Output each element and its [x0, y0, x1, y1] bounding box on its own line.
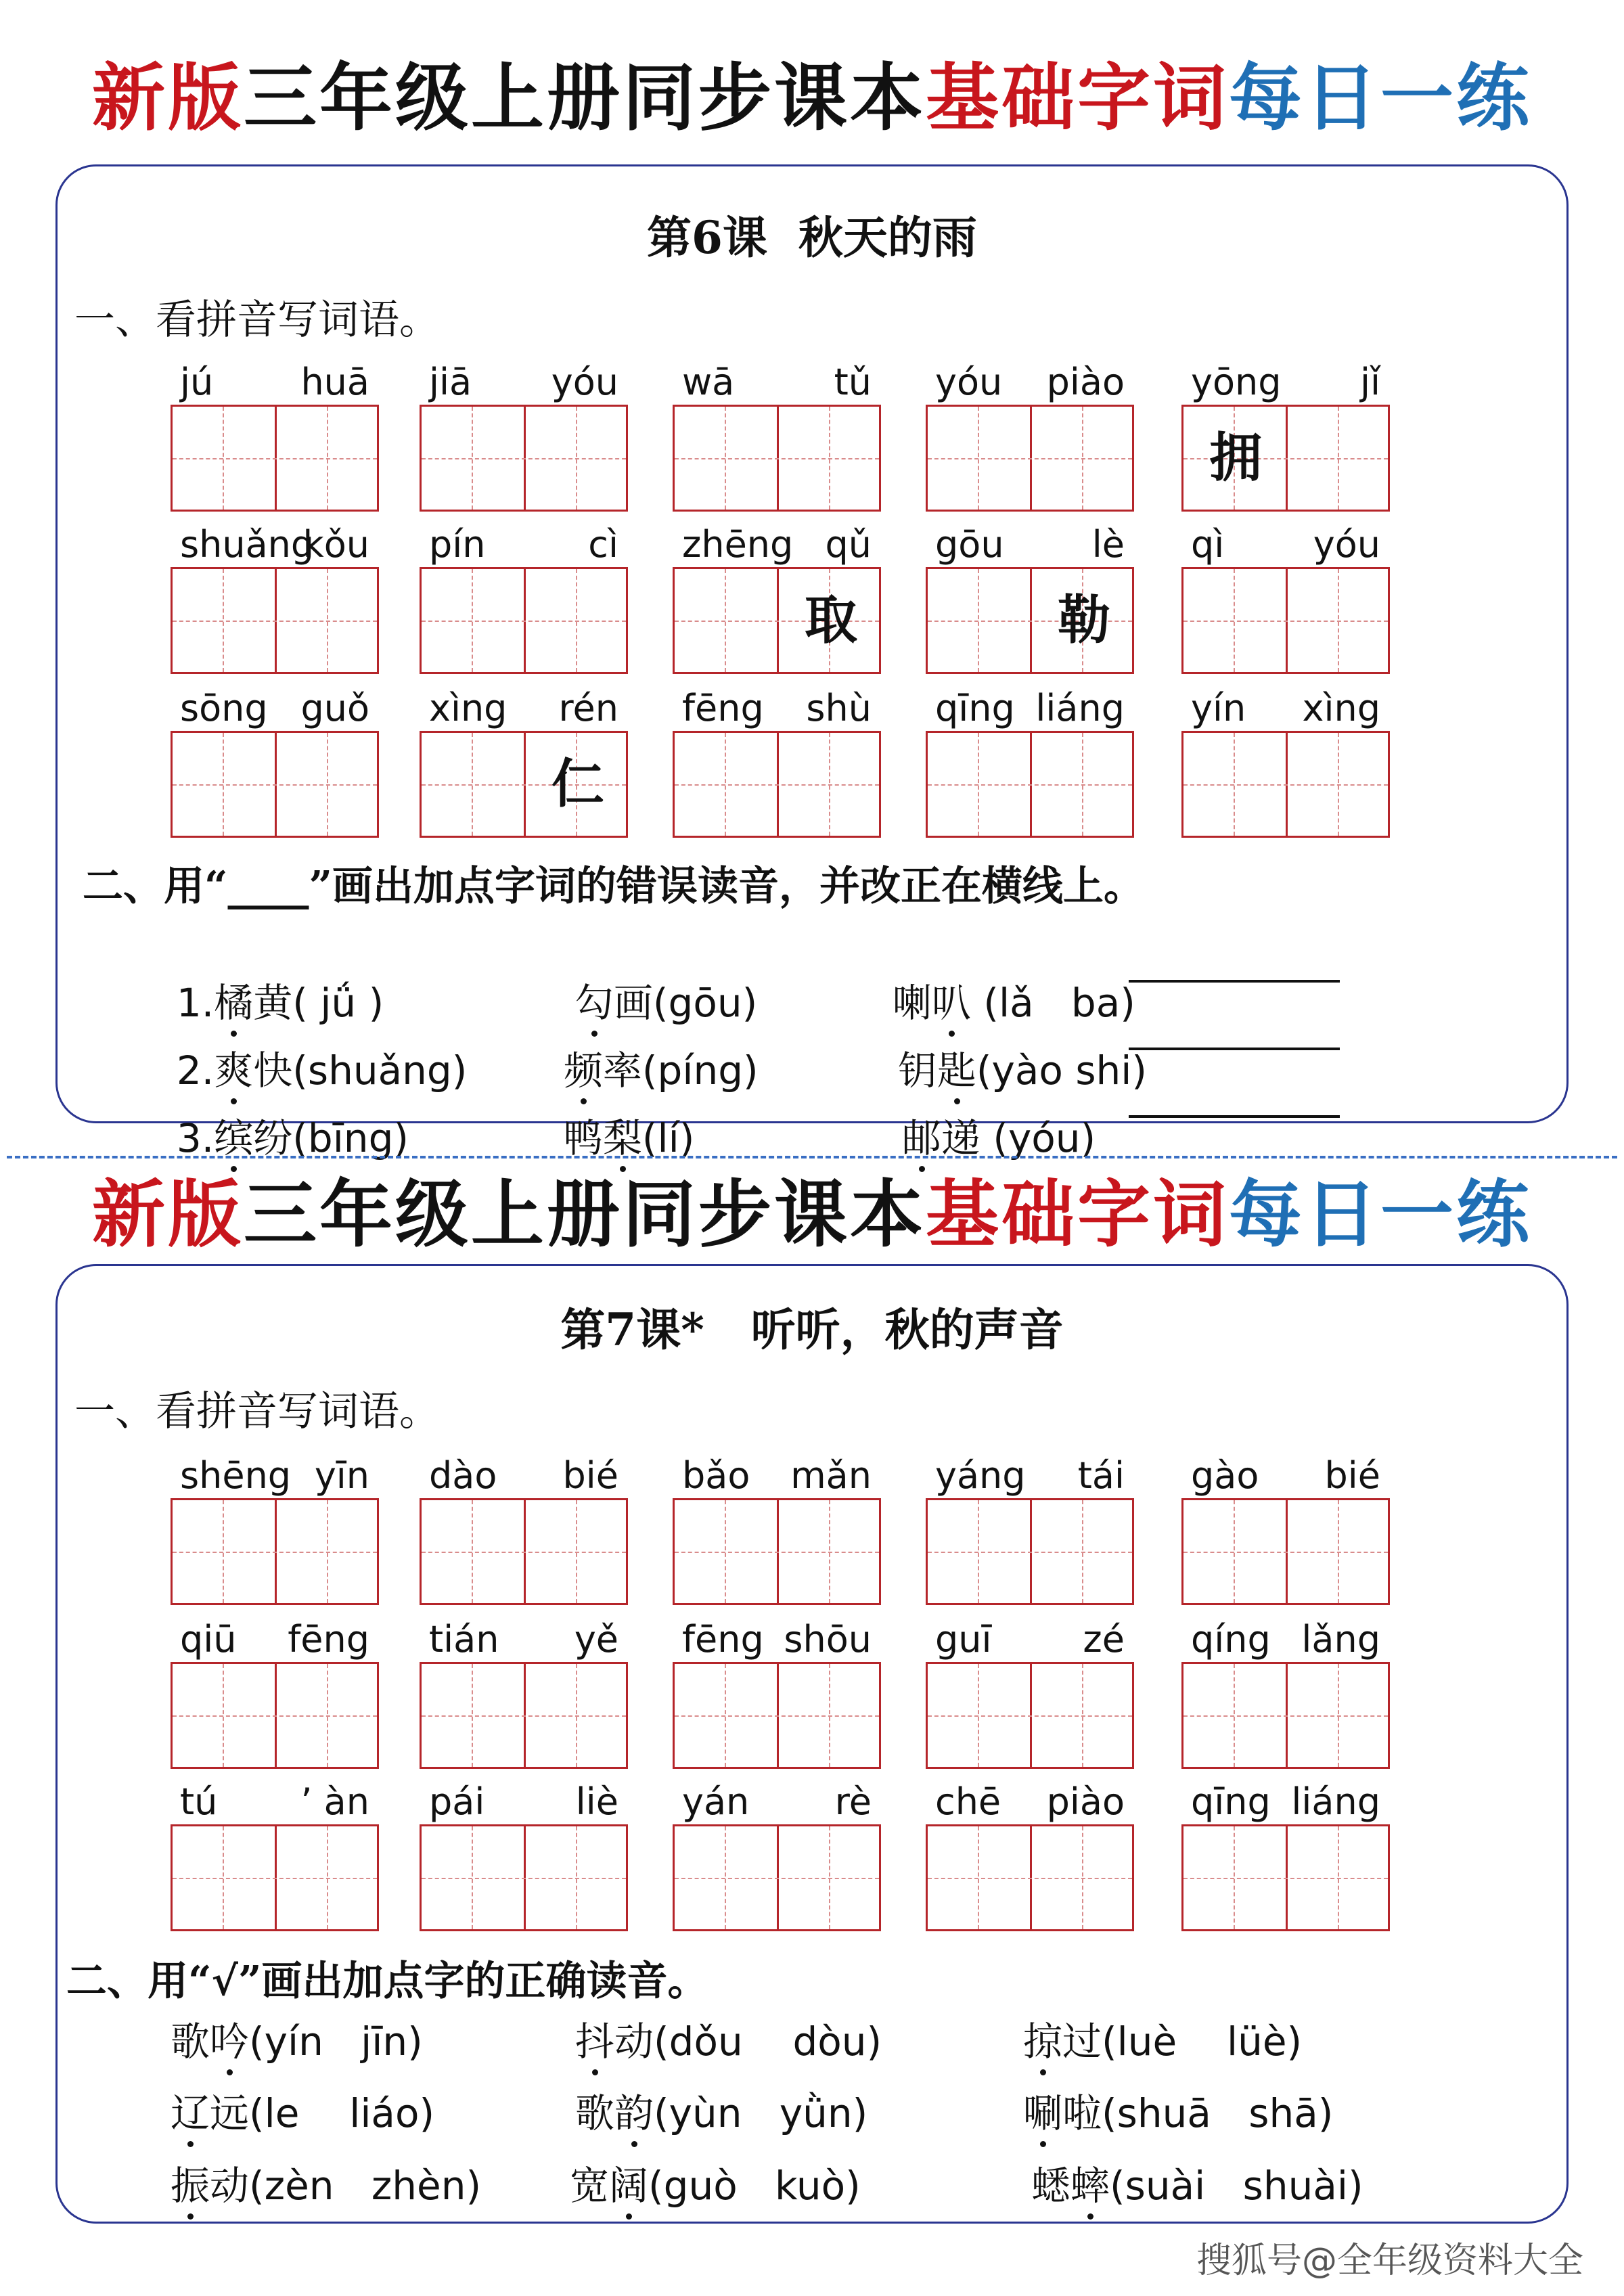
- given-character: 拥: [1209, 427, 1262, 489]
- pinyin-label: zé: [1083, 1618, 1125, 1661]
- writing-box-pair[interactable]: [171, 1662, 379, 1769]
- watermark-footer: 搜狐号@全年级资料大全: [1196, 2241, 1583, 2281]
- grid-guide-line: [675, 1552, 879, 1553]
- banner-part-basic: 基础字词: [926, 55, 1230, 141]
- banner-part-daily: 每日一练: [1229, 55, 1533, 141]
- pinyin-label: lè: [1091, 523, 1125, 566]
- lesson6-title: 第6课 秋天的雨: [647, 211, 977, 264]
- grid-guide-line: [829, 1664, 830, 1767]
- lesson6-question: 3.缤纷(bīng): [152, 1057, 409, 1165]
- pinyin-label: yě: [574, 1618, 618, 1661]
- lesson7-question: 歌吟(yín jīn): [171, 2014, 423, 2069]
- pinyin-label: yóu: [1313, 523, 1380, 566]
- given-character: [779, 733, 883, 836]
- grid-guide-line: [978, 1500, 979, 1603]
- banner-part-grade: 三年级上册同步课本: [243, 1172, 926, 1257]
- lesson6-question: 勾画(gōu): [549, 922, 757, 1030]
- pinyin-label: qǔ: [825, 523, 872, 566]
- writing-box-pair[interactable]: [926, 405, 1134, 512]
- given-character: 勒: [1057, 589, 1110, 651]
- pinyin-label: shuǎng: [180, 523, 315, 566]
- pinyin-label: qīng: [935, 687, 1015, 729]
- pinyin-label: gōu: [935, 523, 1004, 566]
- given-character: [422, 407, 526, 510]
- pinyin-label: dào: [429, 1454, 497, 1497]
- banner-part-basic: 基础字词: [926, 1172, 1230, 1257]
- grid-guide-line: [1183, 1878, 1388, 1879]
- given-character: [928, 733, 1032, 836]
- lesson6-section2-heading: 二、用“____”画出加点字词的错误读音，并改正在横线上。: [83, 863, 1145, 910]
- pinyin-label: cì: [588, 523, 618, 566]
- answer-blank[interactable]: [1129, 980, 1340, 983]
- pinyin-label: qiū: [180, 1618, 237, 1661]
- writing-box-pair[interactable]: [420, 405, 628, 512]
- pinyin-label: yán: [682, 1780, 750, 1823]
- grid-guide-line: [1082, 1826, 1083, 1929]
- writing-box-pair[interactable]: [420, 1498, 628, 1605]
- lesson6-question: 邮递 (yóu): [877, 1057, 1096, 1165]
- banner-part-new: 新版: [91, 55, 244, 141]
- pinyin-label: jiā: [429, 361, 472, 403]
- writing-box-pair[interactable]: [171, 405, 379, 512]
- lesson6-section1-heading: 一、看拼音写词语。: [74, 296, 440, 344]
- lesson7-question: 唰啦(shuā shā): [1023, 2086, 1333, 2140]
- given-character: [277, 407, 381, 510]
- writing-box-pair[interactable]: [420, 1662, 628, 1769]
- writing-box-pair[interactable]: [171, 1824, 379, 1931]
- lesson6-question: 钥匙(yào shi): [873, 989, 1147, 1098]
- given-character: [173, 733, 277, 836]
- pinyin-label: jǐ: [1359, 361, 1380, 403]
- grid-guide-line: [1082, 1500, 1083, 1603]
- given-character: [1288, 733, 1392, 836]
- given-character: [1032, 407, 1136, 510]
- grid-guide-line: [675, 1715, 879, 1717]
- grid-guide-line: [1338, 1500, 1339, 1603]
- given-character: [779, 407, 883, 510]
- writing-box-pair[interactable]: [673, 1824, 881, 1931]
- grid-guide-line: [978, 1664, 979, 1767]
- writing-box-pair[interactable]: [1181, 567, 1390, 674]
- grid-guide-line: [422, 1878, 626, 1879]
- pinyin-label: piào: [1046, 361, 1125, 403]
- writing-box-pair[interactable]: [420, 731, 628, 838]
- writing-box-pair[interactable]: [171, 731, 379, 838]
- grid-guide-line: [829, 1500, 830, 1603]
- given-character: [675, 569, 779, 672]
- lesson6-question: 鸭梨(lí): [539, 1057, 694, 1165]
- pinyin-label: yáng: [935, 1454, 1026, 1497]
- pinyin-label: guī: [935, 1618, 992, 1661]
- given-character: [277, 733, 381, 836]
- grid-guide-line: [173, 1715, 377, 1717]
- writing-box-pair[interactable]: [1181, 1662, 1390, 1769]
- given-character: [422, 569, 526, 672]
- lesson6-question: 喇叭 (lǎ ba): [867, 922, 1135, 1030]
- grid-guide-line: [223, 1500, 224, 1603]
- pinyin-label: fēng: [288, 1618, 369, 1661]
- grid-guide-line: [978, 1826, 979, 1929]
- grid-guide-line: [928, 1715, 1132, 1717]
- grid-guide-line: [173, 1878, 377, 1879]
- writing-box-pair[interactable]: [673, 567, 881, 674]
- page-divider: [7, 1156, 1617, 1158]
- given-character: [928, 569, 1032, 672]
- pinyin-label: sōng: [180, 687, 268, 729]
- banner-part-new: 新版: [91, 1172, 244, 1257]
- pinyin-label: huā: [300, 361, 369, 403]
- grid-guide-line: [1338, 1664, 1339, 1767]
- answer-blank[interactable]: [1129, 1048, 1340, 1050]
- lesson6-question: 频率(píng): [539, 989, 759, 1098]
- writing-box-pair[interactable]: [171, 567, 379, 674]
- pinyin-label: fēng: [682, 687, 764, 729]
- writing-box-pair[interactable]: [1181, 1824, 1390, 1931]
- lesson7-question: 辽远(le liáo): [171, 2086, 434, 2140]
- pinyin-label: qì: [1191, 523, 1225, 566]
- given-character: [526, 569, 630, 672]
- writing-box-pair[interactable]: [926, 1662, 1134, 1769]
- pinyin-label: qīng: [1191, 1780, 1271, 1823]
- pinyin-label: bié: [1324, 1454, 1380, 1497]
- pinyin-label: tǔ: [834, 361, 872, 403]
- lesson7-question: 歌韵(yùn yǜn): [575, 2086, 867, 2140]
- writing-box-pair[interactable]: [1181, 1498, 1390, 1605]
- lesson7-section2-heading: 二、用“√”画出加点字的正确读音。: [66, 1958, 708, 2005]
- writing-box-pair[interactable]: [673, 405, 881, 512]
- pinyin-label: liáng: [1035, 687, 1125, 729]
- given-character: [1288, 407, 1392, 510]
- given-character: [1183, 733, 1288, 836]
- lesson7-question: 宽阔(guò kuò): [570, 2159, 861, 2213]
- pinyin-label: ’ àn: [300, 1780, 369, 1823]
- pinyin-label: tái: [1077, 1454, 1125, 1497]
- lesson7-question: 抖动(dǒu dòu): [575, 2014, 882, 2069]
- given-character: [1183, 569, 1288, 672]
- given-character: [173, 569, 277, 672]
- grid-guide-line: [1183, 1552, 1388, 1553]
- pinyin-label: qíng: [1191, 1618, 1271, 1661]
- pinyin-label: yōng: [1191, 361, 1282, 403]
- lesson6-question: 2.爽快(shuǎng): [152, 989, 467, 1098]
- grid-guide-line: [472, 1500, 473, 1603]
- grid-guide-line: [422, 1715, 626, 1717]
- pinyin-label: gào: [1191, 1454, 1259, 1497]
- grid-guide-line: [576, 1826, 577, 1929]
- writing-box-pair[interactable]: [673, 731, 881, 838]
- lesson7-title: 第7课* 听听，秋的声音: [560, 1303, 1064, 1356]
- writing-box-pair[interactable]: [171, 1498, 379, 1605]
- pinyin-label: fēng: [682, 1618, 764, 1661]
- grid-guide-line: [327, 1826, 328, 1929]
- lesson7-question: 蟋蟀(suài shuài): [1031, 2159, 1363, 2213]
- pinyin-label: zhēng: [682, 523, 794, 566]
- writing-box-pair[interactable]: [1181, 731, 1390, 838]
- pinyin-label: shōu: [784, 1618, 872, 1661]
- grid-guide-line: [1234, 1826, 1235, 1929]
- pinyin-label: yīn: [314, 1454, 369, 1497]
- writing-box-pair[interactable]: [926, 1824, 1134, 1931]
- pinyin-label: bié: [562, 1454, 618, 1497]
- pinyin-label: jú: [180, 361, 214, 403]
- pinyin-label: xìng: [429, 687, 508, 729]
- pinyin-label: liáng: [1291, 1780, 1380, 1823]
- pinyin-label: lǎng: [1301, 1618, 1380, 1661]
- pinyin-label: tú: [180, 1780, 218, 1823]
- writing-box-pair[interactable]: [1181, 405, 1390, 512]
- grid-guide-line: [173, 1552, 377, 1553]
- lesson7-question: 掠过(luè lüè): [1023, 2014, 1302, 2069]
- grid-guide-line: [725, 1826, 726, 1929]
- grid-guide-line: [1234, 1500, 1235, 1603]
- given-character: [422, 733, 526, 836]
- banner-part-daily: 每日一练: [1229, 1172, 1533, 1257]
- given-character: [173, 407, 277, 510]
- pinyin-label: mǎn: [790, 1454, 872, 1497]
- banner-title-top: [0, 54, 1624, 142]
- grid-guide-line: [223, 1664, 224, 1767]
- grid-guide-line: [1183, 1715, 1388, 1717]
- lesson7-section1-heading: 一、看拼音写词语。: [74, 1388, 440, 1435]
- pinyin-label: rè: [834, 1780, 872, 1823]
- pinyin-label: pín: [429, 523, 486, 566]
- grid-guide-line: [576, 1500, 577, 1603]
- pinyin-label: bǎo: [682, 1454, 750, 1497]
- pinyin-label: pái: [429, 1780, 485, 1823]
- writing-box-pair[interactable]: [926, 567, 1134, 674]
- writing-box-pair[interactable]: [420, 1824, 628, 1931]
- banner-title-bottom: [0, 1171, 1624, 1259]
- grid-guide-line: [928, 1552, 1132, 1553]
- grid-guide-line: [576, 1664, 577, 1767]
- given-character: [526, 407, 630, 510]
- pinyin-label: rén: [558, 687, 618, 729]
- writing-box-pair[interactable]: [420, 567, 628, 674]
- pinyin-label: yóu: [935, 361, 1003, 403]
- pinyin-label: wā: [682, 361, 735, 403]
- grid-guide-line: [472, 1826, 473, 1929]
- grid-guide-line: [928, 1878, 1132, 1879]
- given-character: [675, 407, 779, 510]
- pinyin-label: shù: [806, 687, 872, 729]
- pinyin-label: shēng: [180, 1454, 292, 1497]
- given-character: [675, 733, 779, 836]
- writing-box-pair[interactable]: [673, 1498, 881, 1605]
- grid-guide-line: [829, 1826, 830, 1929]
- pinyin-label: tián: [429, 1618, 499, 1661]
- grid-guide-line: [1082, 1664, 1083, 1767]
- grid-guide-line: [1234, 1664, 1235, 1767]
- pinyin-label: liè: [575, 1780, 618, 1823]
- pinyin-label: chē: [935, 1780, 1001, 1823]
- given-character: [928, 407, 1032, 510]
- given-character: 取: [804, 589, 857, 651]
- lesson6-question: 1.橘黄( jǘ ): [152, 922, 384, 1030]
- answer-blank[interactable]: [1129, 1115, 1340, 1118]
- writing-box-pair[interactable]: [926, 731, 1134, 838]
- grid-guide-line: [725, 1664, 726, 1767]
- grid-guide-line: [675, 1878, 879, 1879]
- given-character: [1032, 733, 1136, 836]
- grid-guide-line: [725, 1500, 726, 1603]
- pinyin-label: piào: [1046, 1780, 1125, 1823]
- given-character: 仁: [551, 753, 604, 815]
- pinyin-label: kǒu: [302, 523, 369, 566]
- banner-part-grade: 三年级上册同步课本: [243, 55, 926, 141]
- pinyin-label: yín: [1191, 687, 1246, 729]
- grid-guide-line: [327, 1664, 328, 1767]
- grid-guide-line: [1338, 1826, 1339, 1929]
- grid-guide-line: [472, 1664, 473, 1767]
- grid-guide-line: [327, 1500, 328, 1603]
- writing-box-pair[interactable]: [926, 1498, 1134, 1605]
- given-character: [277, 569, 381, 672]
- writing-box-pair[interactable]: [673, 1662, 881, 1769]
- pinyin-label: xìng: [1302, 687, 1380, 729]
- given-character: [1288, 569, 1392, 672]
- grid-guide-line: [223, 1826, 224, 1929]
- pinyin-label: yóu: [551, 361, 618, 403]
- grid-guide-line: [422, 1552, 626, 1553]
- pinyin-label: guǒ: [300, 687, 369, 729]
- lesson7-question: 振动(zèn zhèn): [171, 2159, 481, 2213]
